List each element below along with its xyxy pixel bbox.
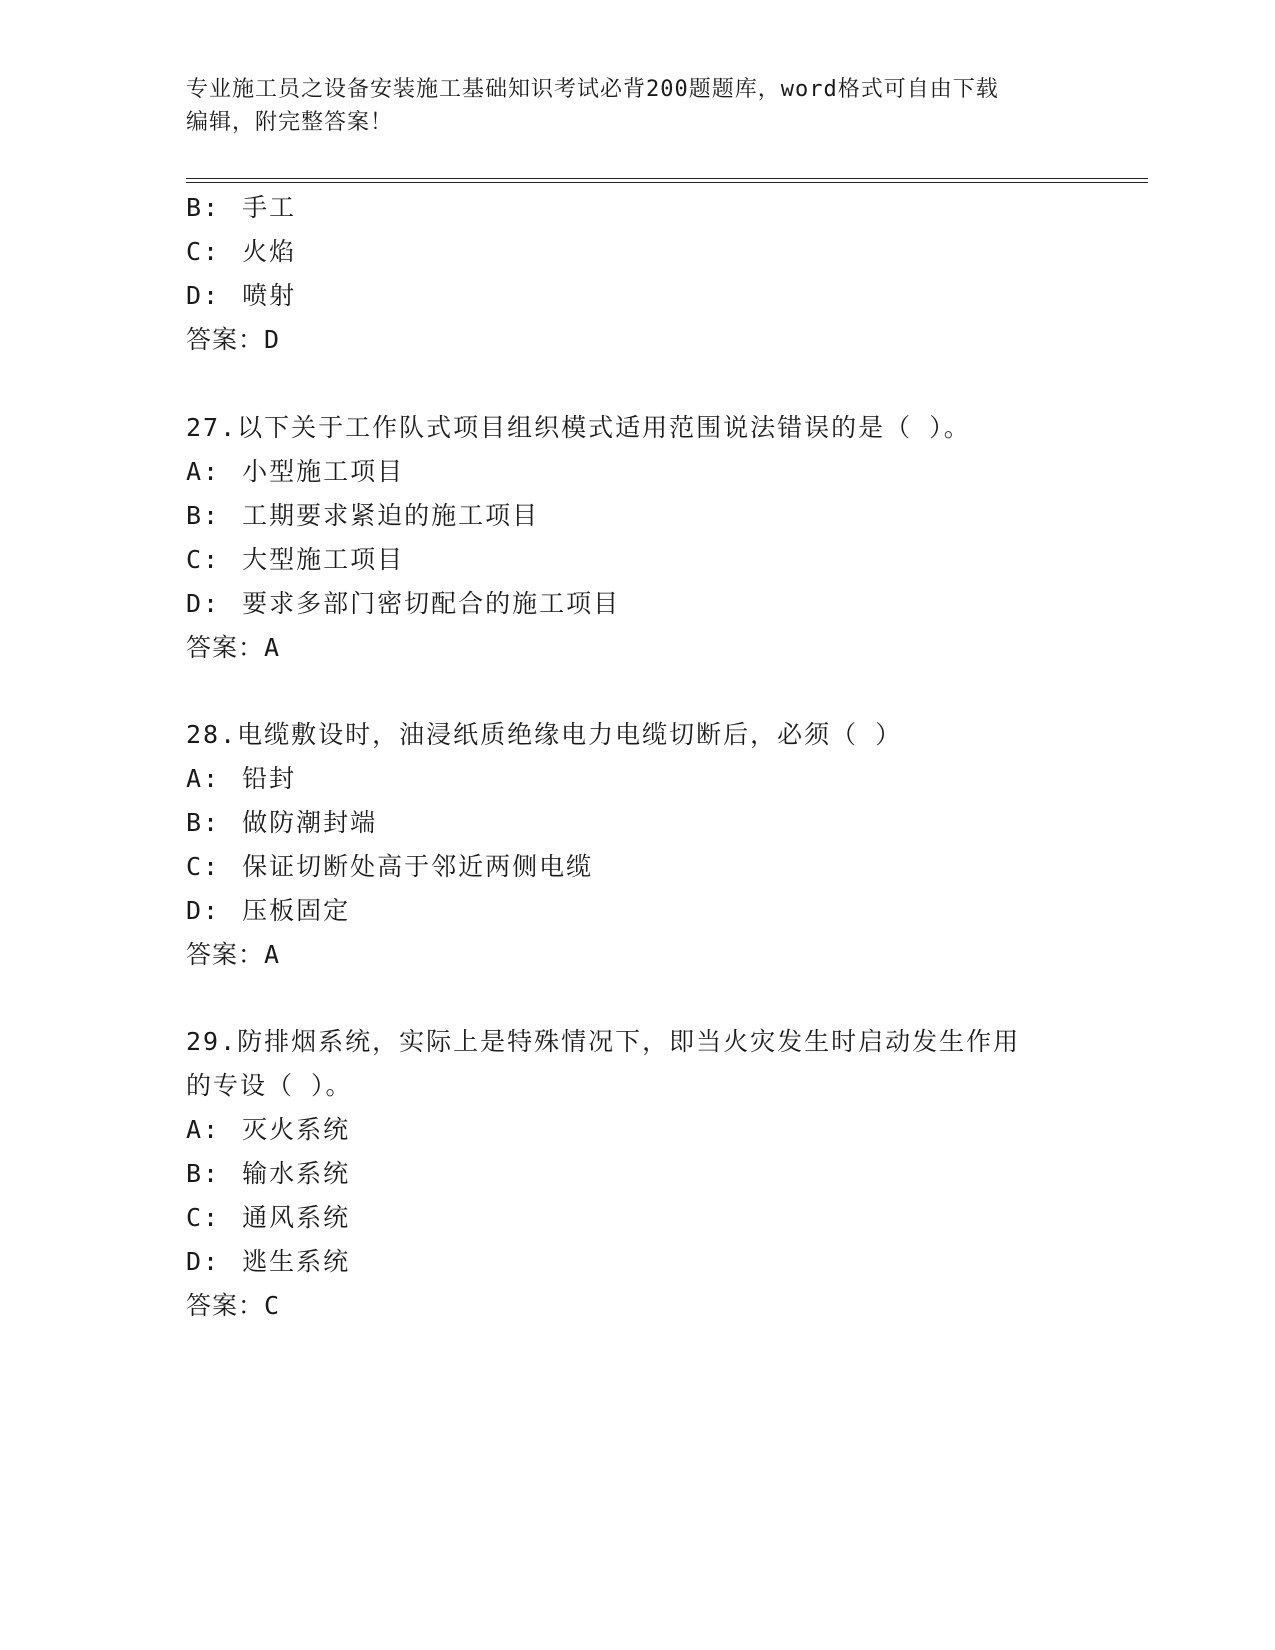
option-text: 工期要求紧迫的施工项目 <box>242 501 540 530</box>
question-stem: 27.以下关于工作队式项目组织模式适用范围说法错误的是（ ）。 <box>186 413 971 442</box>
answer-line <box>186 1291 280 1321</box>
option-label: C: <box>186 1203 221 1232</box>
answer-line <box>186 325 280 355</box>
option-text: 铅封 <box>242 764 297 793</box>
answer-label: 答案： <box>186 633 265 662</box>
option-c <box>186 852 593 882</box>
option-text: 逃生系统 <box>242 1247 351 1276</box>
option-b <box>186 1159 350 1189</box>
option-label: B: <box>186 1159 221 1188</box>
answer-label: 答案： <box>186 940 265 969</box>
option-label: C: <box>186 852 221 881</box>
header-title-line-2: 编辑，附完整答案！ <box>186 110 394 135</box>
option-label: B: <box>186 501 221 530</box>
option-text: 火焰 <box>242 237 297 266</box>
option-text: 手工 <box>242 193 297 222</box>
option-label: D: <box>186 281 221 310</box>
question-stem-continued: 的专设（ ）。 <box>186 1071 353 1100</box>
option-b <box>186 808 377 838</box>
option-label: B: <box>186 193 221 222</box>
option-d <box>186 1247 350 1277</box>
option-text: 保证切断处高于邻近两侧电缆 <box>242 852 594 881</box>
option-text: 要求多部门密切配合的施工项目 <box>242 589 621 618</box>
option-label: D: <box>186 896 221 925</box>
option-b <box>186 501 539 531</box>
option-label: C: <box>186 545 221 574</box>
option-a <box>186 1115 350 1145</box>
option-c <box>186 237 296 267</box>
answer-value: D <box>264 325 281 354</box>
answer-line <box>186 940 280 970</box>
option-d <box>186 281 296 311</box>
answer-label: 答案： <box>186 1291 265 1320</box>
option-text: 通风系统 <box>242 1203 351 1232</box>
header-title-line-1: 专业施工员之设备安装施工基础知识考试必背200题题库，word格式可自由下载 <box>186 77 999 102</box>
option-label: B: <box>186 808 221 837</box>
option-text: 小型施工项目 <box>242 457 405 486</box>
option-label: A: <box>186 1115 221 1144</box>
option-text: 压板固定 <box>242 896 351 925</box>
option-c <box>186 1203 350 1233</box>
option-text: 喷射 <box>242 281 297 310</box>
option-a <box>186 764 296 794</box>
answer-label: 答案： <box>186 325 265 354</box>
option-a <box>186 457 404 487</box>
option-d <box>186 896 350 926</box>
option-c <box>186 545 404 575</box>
document-header <box>186 73 1066 139</box>
answer-line <box>186 633 280 663</box>
option-d <box>186 589 620 619</box>
option-label: C: <box>186 237 221 266</box>
option-label: D: <box>186 1247 221 1276</box>
option-text: 输水系统 <box>242 1159 351 1188</box>
header-divider-bottom <box>186 182 1148 183</box>
answer-value: A <box>264 633 281 662</box>
answer-value: C <box>264 1291 281 1320</box>
option-label: A: <box>186 457 221 486</box>
question-stem: 28.电缆敷设时，油浸纸质绝缘电力电缆切断后，必须（ ） <box>186 720 903 749</box>
answer-value: A <box>264 940 281 969</box>
option-text: 大型施工项目 <box>242 545 405 574</box>
option-label: A: <box>186 764 221 793</box>
header-divider-top <box>186 178 1148 179</box>
option-text: 做防潮封端 <box>242 808 378 837</box>
question-stem: 29.防排烟系统，实际上是特殊情况下，即当火灾发生时启动发生作用 <box>186 1027 1021 1056</box>
option-text: 灭火系统 <box>242 1115 351 1144</box>
option-label: D: <box>186 589 221 618</box>
option-b <box>186 193 296 223</box>
